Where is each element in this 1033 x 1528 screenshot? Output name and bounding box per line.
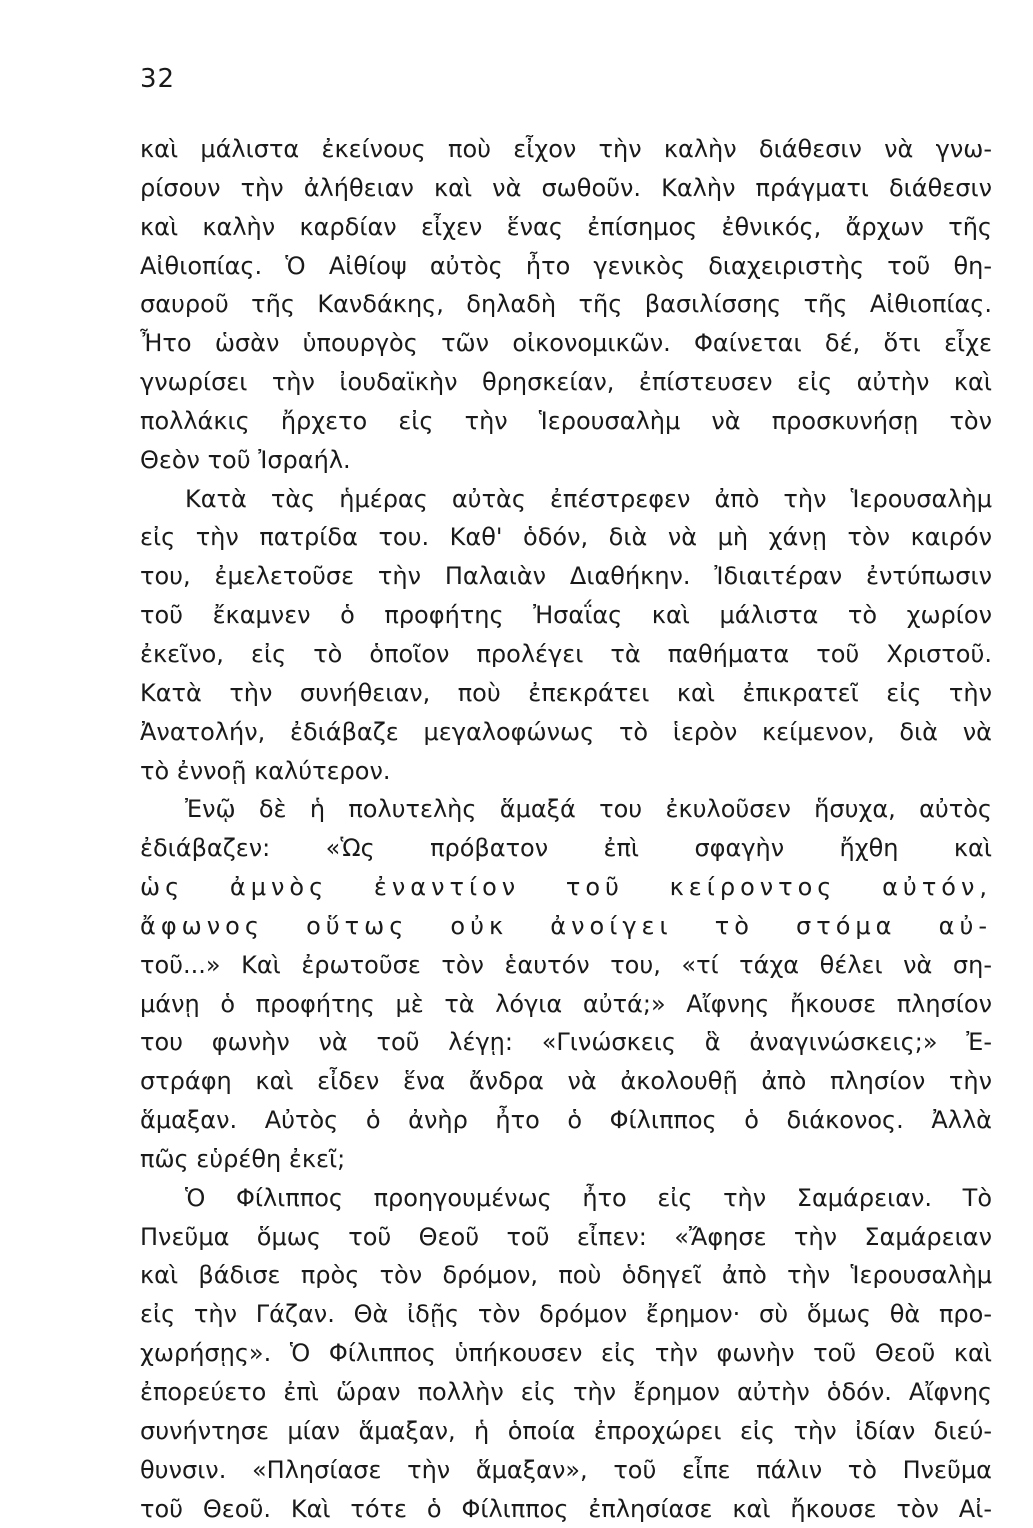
text-line: ρίσουν τὴν ἀλήθειαν καὶ νὰ σωθοῦν. Καλὴν πράγματι διάθεσιν [140, 173, 992, 202]
text-line: τοῦ ἔκαμνεν ὁ προφήτης Ἠσαΐας καὶ μάλιστα τὸ χωρίον [140, 601, 992, 630]
text-line: σαυροῦ τῆς Κανδάκης, δηλαδὴ τῆς βασιλίσσης τῆς Αἰθιοπίας. [140, 290, 992, 319]
text-line: χωρήσῃς». Ὁ Φίλιππος ὑπήκουσεν εἰς τὴν φωνὴν τοῦ Θεοῦ καὶ [140, 1339, 992, 1368]
text-line: ἅμαξαν. Αὐτὸς ὁ ἀνὴρ ἦτο ὁ Φίλιππος ὁ διάκονος. Ἀλλὰ [140, 1106, 992, 1135]
text-line: ἐπορεύετο ἐπὶ ὥραν πολλὴν εἰς τὴν ἔρημον αὐτὴν ὁδόν. Αἴφνης [140, 1378, 992, 1406]
text-line: ἐδιάβαζεν: «Ὡς πρόβατον ἐπὶ σφαγὴν ἤχθη καὶ [140, 834, 992, 863]
text-line: ἐκεῖνο, εἰς τὸ ὁποῖον προλέγει τὰ παθήματα τοῦ Χριστοῦ. [140, 639, 992, 668]
text-line: Ἐνῷ δὲ ἡ πολυτελὴς ἅμαξά του ἐκυλοῦσεν ἥσυχα, αὐτὸς [185, 795, 992, 824]
page-number: 32 [140, 64, 176, 94]
text-line: καὶ μάλιστα ἐκείνους ποὺ εἶχον τὴν καλὴν διάθεσιν νὰ γνω- [140, 135, 992, 163]
text-line: Θεὸν τοῦ Ἰσραήλ. [140, 445, 351, 474]
text-line: συνήντησε μίαν ἅμαξαν, ἡ ὁποία ἐπροχώρει εἰς τὴν ἰδίαν διεύ- [140, 1416, 992, 1445]
text-line: πῶς εὑρέθη ἐκεῖ; [140, 1144, 346, 1173]
text-line: ὡς ἀμνὸς ἐναντίον τοῦ κείροντος αὐτόν, [140, 873, 992, 902]
text-line: τοῦ Θεοῦ. Καὶ τότε ὁ Φίλιππος ἐπλησίασε καὶ ἤκουσε τὸν Αἰ- [140, 1494, 992, 1523]
text-line: Πνεῦμα ὅμως τοῦ Θεοῦ τοῦ εἶπεν: «Ἄφησε τὴν Σαμάρειαν [140, 1222, 992, 1251]
text-line: ἄφωνος οὕτως οὐκ ἀνοίγει τὸ στόμα αὐ- [140, 911, 992, 940]
text-line: καὶ καλὴν καρδίαν εἶχεν ἕνας ἐπίσημος ἐθνικός, ἄρχων τῆς [140, 212, 992, 241]
text-line: Αἰθιοπίας. Ὁ Αἰθίοψ αὐτὸς ἦτο γενικὸς διαχειριστὴς τοῦ θη- [140, 251, 992, 280]
text-line: Κατὰ τὰς ἡμέρας αὐτὰς ἐπέστρεφεν ἀπὸ τὴν Ἱερουσαλὴμ [185, 484, 992, 513]
text-line: Ἀνατολήν, ἐδιάβαζε μεγαλοφώνως τὸ ἱερὸν κείμενον, διὰ νὰ [140, 717, 992, 746]
text-line: καὶ βάδισε πρὸς τὸν δρόμον, ποὺ ὁδηγεῖ ἀπὸ τὴν Ἱερουσαλὴμ [140, 1261, 992, 1290]
text-line: εἰς τὴν Γάζαν. Θὰ ἰδῇς τὸν δρόμον ἔρημον· σὺ ὅμως θὰ προ- [140, 1300, 992, 1329]
text-line: θυνσιν. «Πλησίασε τὴν ἅμαξαν», τοῦ εἶπε πάλιν τὸ Πνεῦμα [140, 1455, 992, 1484]
text-line: εἰς τὴν πατρίδα του. Καθ' ὁδόν, διὰ νὰ μὴ χάνῃ τὸν καιρόν [140, 523, 992, 552]
text-line: μάνῃ ὁ προφήτης μὲ τὰ λόγια αὐτά;» Αἴφνης ἤκουσε πλησίον [140, 989, 992, 1018]
text-line: του φωνὴν νὰ τοῦ λέγῃ: «Γινώσκεις ἃ ἀναγινώσκεις;» Ἐ- [140, 1028, 992, 1057]
text-line: γνωρίσει τὴν ἰουδαϊκὴν θρησκείαν, ἐπίστευσεν εἰς αὐτὴν καὶ [140, 368, 992, 397]
text-line: τοῦ...» Καὶ ἐρωτοῦσε τὸν ἑαυτόν του, «τί τάχα θέλει νὰ ση- [140, 950, 992, 979]
text-line: Κατὰ τὴν συνήθειαν, ποὺ ἐπεκράτει καὶ ἐπικρατεῖ εἰς τὴν [140, 678, 992, 707]
body-text [140, 130, 992, 1528]
text-line: του, ἐμελετοῦσε τὴν Παλαιὰν Διαθήκην. Ἰδιαιτέραν ἐντύπωσιν [140, 562, 992, 591]
text-line: Ὁ Φίλιππος προηγουμένως ἦτο εἰς τὴν Σαμάρειαν. Τὸ [185, 1183, 992, 1212]
text-line: τὸ ἐννοῇ καλύτερον. [140, 756, 391, 785]
text-line: Ἦτο ὡσὰν ὑπουργὸς τῶν οἰκονομικῶν. Φαίνεται δέ, ὅτι εἶχε [140, 329, 992, 358]
text-line: πολλάκις ἤρχετο εἰς τὴν Ἱερουσαλὴμ νὰ προσκυνήσῃ τὸν [140, 406, 992, 435]
text-line: στράφη καὶ εἶδεν ἕνα ἄνδρα νὰ ἀκολουθῇ ἀπὸ πλησίον τὴν [140, 1067, 992, 1096]
